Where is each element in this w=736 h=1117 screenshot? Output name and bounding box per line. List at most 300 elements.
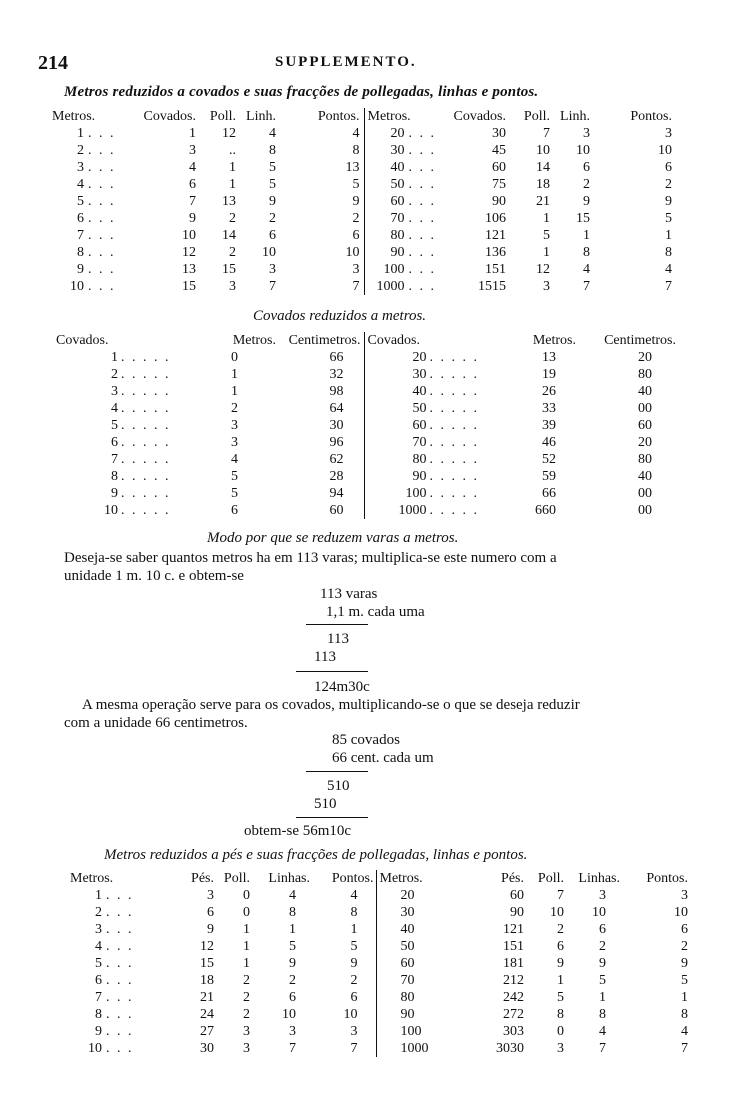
table3-metros [70, 989, 160, 1006]
leader-dots: . . . [88, 143, 116, 158]
leader-dots: . . . [408, 262, 436, 277]
table1-covados-right: 151 [485, 262, 506, 277]
table3-linhas-right: 8 [599, 1007, 606, 1022]
table-row [56, 451, 676, 468]
table2-covados [56, 383, 176, 400]
leader-dots: . . . [88, 160, 116, 175]
calc2-line: 510 [327, 778, 350, 794]
leader-dots: . . . [88, 279, 116, 294]
table2-metros-right: 660 [535, 503, 556, 518]
table3-metros [70, 1023, 160, 1040]
table1-linh-right: 2 [583, 177, 590, 192]
table-row [52, 176, 672, 193]
table1-metros-right [364, 159, 452, 176]
leader-dots: . . . . . [121, 486, 171, 501]
table-row [52, 278, 672, 295]
table3-poll: 2 [243, 990, 250, 1005]
table-row [70, 1006, 688, 1023]
table3-pontos-right: 1 [681, 990, 688, 1005]
table3-pes: 6 [207, 905, 214, 920]
table1-metros [52, 244, 142, 261]
leader-dots: . . . [106, 990, 134, 1005]
table3-linhas: 3 [289, 1024, 296, 1039]
leader-dots: . . . . . [429, 435, 479, 450]
table1-header: Pontos. [317, 109, 360, 124]
table1-covados: 7 [189, 194, 196, 209]
table2-covados-right-value: 50 [412, 401, 427, 416]
table1-metros-right-value: 30 [390, 143, 405, 158]
table1-metros-right-value: 80 [390, 228, 405, 243]
varas-paragraph-line: A mesma operação serve para os covados, multiplicando-se o que se deseja reduzir [82, 697, 580, 713]
table1-poll-right: 1 [543, 211, 550, 226]
table3-pontos: 1 [350, 922, 358, 937]
calc1-line: 113 [327, 631, 349, 647]
table1-covados: 15 [182, 279, 196, 294]
table1-metros-right-value: 100 [383, 262, 405, 277]
table3-linhas: 4 [289, 888, 296, 903]
table3-metros-right: 40 [376, 921, 476, 938]
table3-poll-right: 10 [550, 905, 564, 920]
leader-dots: . . . [106, 922, 134, 937]
table1-header: Linh. [246, 109, 276, 124]
table2-covados-value: 3 [111, 384, 118, 399]
table3-metros [70, 1006, 160, 1023]
running-title: SUPPLEMENTO. [275, 54, 417, 70]
table3-pes-right: 151 [503, 939, 524, 954]
table-row [56, 366, 676, 383]
table1-metros-right [364, 227, 452, 244]
table-row [70, 887, 688, 904]
table1-metros [52, 210, 142, 227]
table2-metros: 5 [231, 486, 238, 501]
table1-metros [52, 227, 142, 244]
table3-metros [70, 955, 160, 972]
calc1-result: 124m30c [314, 679, 370, 695]
leader-dots: . . . [88, 228, 116, 243]
leader-dots: . . . [88, 211, 116, 226]
table3-poll: 2 [243, 973, 250, 988]
table3-metros [70, 938, 160, 955]
table2-centimetros: 66 [329, 350, 344, 365]
table1-pontos: 7 [352, 279, 360, 294]
table3-linhas-right: 4 [599, 1024, 606, 1039]
table2-covados [56, 451, 176, 468]
table2-centimetros-right: 80 [638, 452, 652, 467]
table1-metros [52, 193, 142, 210]
table2-metros-right: 52 [542, 452, 556, 467]
table1-linh-right: 10 [576, 143, 590, 158]
table1-metros-value: 1 [77, 126, 84, 141]
table-row [70, 955, 688, 972]
table2-centimetros-right: 80 [638, 367, 652, 382]
table-row [56, 383, 676, 400]
leader-dots: . . . [408, 228, 436, 243]
table2-covados-right [364, 400, 484, 417]
table3-pes: 15 [200, 956, 214, 971]
table3-pes: 30 [200, 1041, 214, 1056]
table3-pes: 24 [200, 1007, 214, 1022]
calc2-line: 510 [314, 796, 337, 812]
table3-linhas-right: 3 [599, 888, 606, 903]
table1-poll: .. [229, 143, 236, 158]
table1-metros-value: 7 [77, 228, 84, 243]
table1-metros-right [364, 142, 452, 159]
table3-pontos-right: 2 [681, 939, 688, 954]
table3-pontos: 4 [350, 888, 358, 903]
table1-poll-right: 21 [536, 194, 550, 209]
table1-covados: 10 [182, 228, 196, 243]
table1-metros-right [364, 193, 452, 210]
table1-pontos: 8 [352, 143, 360, 158]
table1-covados: 3 [189, 143, 196, 158]
table3-pontos: 6 [350, 990, 358, 1005]
table1-covados: 1 [189, 126, 196, 141]
table3-pontos: 5 [350, 939, 358, 954]
table1-pontos-right: 5 [665, 211, 672, 226]
table1-covados-right: 75 [492, 177, 506, 192]
table3-pontos: 3 [350, 1024, 358, 1039]
table3-metros [70, 921, 160, 938]
table1-pontos: 6 [352, 228, 360, 243]
table3-pes-right: 90 [510, 905, 524, 920]
table2-covados-right-value: 40 [412, 384, 427, 399]
leader-dots: . . . . . [429, 469, 479, 484]
table3-linhas: 8 [289, 905, 296, 920]
leader-dots: . . . [106, 1024, 134, 1039]
table1-poll-right: 1 [543, 245, 550, 260]
table3-poll: 2 [243, 1007, 250, 1022]
leader-dots: . . . . . [429, 401, 479, 416]
table-row [52, 261, 672, 278]
table2-covados-right [364, 451, 484, 468]
table3-pontos-right: 3 [681, 888, 688, 903]
table1-pontos: 3 [352, 262, 360, 277]
table3-metros-right: 60 [376, 955, 476, 972]
table2-covados-right-value: 100 [405, 486, 427, 501]
table1-linh: 9 [269, 194, 276, 209]
table1-poll-right: 5 [543, 228, 550, 243]
table2-covados-value: 1 [111, 350, 118, 365]
table1-metros-value: 4 [77, 177, 84, 192]
table1-linh-right: 9 [583, 194, 590, 209]
table3-metros [70, 972, 160, 989]
table1-metros-right-value: 90 [390, 245, 405, 260]
table-row [52, 159, 672, 176]
table2-centimetros: 28 [329, 469, 344, 484]
table2-centimetros: 64 [329, 401, 344, 416]
table2-header: Covados. [56, 333, 109, 348]
table3-header: Metros. [70, 871, 114, 886]
table3-metros-right: 20 [376, 887, 476, 904]
table3-metros-value: 10 [88, 1041, 102, 1056]
calc1-line: 113 [314, 649, 336, 665]
table1-linh: 7 [269, 279, 276, 294]
table2-covados-right [364, 417, 484, 434]
table3-header: Pés. [501, 871, 524, 886]
table-row [70, 938, 688, 955]
table-row [70, 989, 688, 1006]
table1-linh-right: 7 [583, 279, 590, 294]
table1-pontos-right: 9 [665, 194, 672, 209]
table1-metros-value: 2 [77, 143, 84, 158]
table1-linh-right: 8 [583, 245, 590, 260]
table3-pes-right: 272 [503, 1007, 524, 1022]
table1-metros-value: 5 [77, 194, 84, 209]
table1-pontos-right: 8 [665, 245, 672, 260]
table2-covados-right [364, 366, 484, 383]
calc2-rule [306, 771, 368, 772]
calc1-line: 113 varas [320, 586, 378, 602]
table1-covados-right: 30 [492, 126, 506, 141]
table2-centimetros-right: 60 [638, 418, 652, 433]
table1-metros [52, 261, 142, 278]
table-row [56, 434, 676, 451]
leader-dots: . . . [408, 279, 436, 294]
table1-poll-right: 18 [536, 177, 550, 192]
calc2-rule [296, 817, 368, 818]
table1-covados-right: 60 [492, 160, 506, 175]
table1-pontos: 13 [345, 160, 360, 175]
table-row [70, 904, 688, 921]
table1-metros [52, 125, 142, 142]
table2-centimetros-right: 20 [638, 435, 652, 450]
table2-centimetros: 62 [329, 452, 344, 467]
leader-dots: . . . . . [121, 384, 171, 399]
leader-dots: . . . [88, 126, 116, 141]
table1-linh-right: 1 [583, 228, 590, 243]
table1-poll-right: 12 [536, 262, 550, 277]
table3-pontos: 2 [350, 973, 358, 988]
page-number: 214 [38, 52, 68, 74]
table1-poll: 12 [222, 126, 236, 141]
table1-metros-value: 8 [77, 245, 84, 260]
table-row [56, 417, 676, 434]
table3-poll: 1 [243, 956, 250, 971]
table2-centimetros-right: 20 [638, 350, 652, 365]
table3-pes-right: 121 [503, 922, 524, 937]
table-row [52, 244, 672, 261]
table3-title: Metros reduzidos a pés e suas fracções de pollegadas, linhas e pontos. [104, 847, 528, 863]
table2-covados-value: 10 [104, 503, 118, 518]
table-row [70, 1023, 688, 1040]
table1-header: Covados. [143, 109, 196, 124]
table3-poll-right: 3 [557, 1041, 564, 1056]
table3-poll: 1 [243, 939, 250, 954]
table2-metros-right: 59 [542, 469, 556, 484]
leader-dots: . . . . . [121, 367, 171, 382]
table2-covados [56, 502, 176, 519]
table3-linhas: 1 [289, 922, 296, 937]
leader-dots: . . . . . [429, 503, 479, 518]
table3-poll-right: 7 [557, 888, 564, 903]
table3-linhas-right: 6 [599, 922, 606, 937]
table2-covados [56, 485, 176, 502]
table2-covados-right [364, 502, 484, 519]
table3-metros-right: 80 [376, 989, 476, 1006]
table-row [56, 468, 676, 485]
table2-covados-value: 8 [111, 469, 118, 484]
leader-dots: . . . . . [121, 418, 171, 433]
table1-linh: 5 [269, 160, 276, 175]
table2-centimetros: 94 [329, 486, 344, 501]
table1-metros-value: 6 [77, 211, 84, 226]
table3-poll-right: 1 [557, 973, 564, 988]
table1-poll-right: 7 [543, 126, 550, 141]
leader-dots: . . . . . [121, 350, 171, 365]
table2-metros: 5 [231, 469, 238, 484]
leader-dots: . . . [106, 973, 134, 988]
table3-pontos-right: 5 [681, 973, 688, 988]
table2-centimetros: 30 [329, 418, 344, 433]
leader-dots: . . . [106, 1007, 134, 1022]
table1-poll-right: 3 [543, 279, 550, 294]
table3-metros-value: 8 [95, 1007, 102, 1022]
table2-centimetros-right: 00 [638, 486, 652, 501]
varas-paragraph-line: unidade 1 m. 10 c. e obtem-se [64, 568, 244, 584]
table2-centimetros-right: 40 [638, 384, 652, 399]
table2-centimetros-right: 00 [638, 401, 652, 416]
table2-covados-right-value: 60 [412, 418, 427, 433]
table1-metros-right-value: 50 [390, 177, 405, 192]
leader-dots: . . . [408, 160, 436, 175]
table1-linh: 6 [269, 228, 276, 243]
table1-covados-right: 45 [492, 143, 506, 158]
table3-pes: 3 [207, 888, 214, 903]
table1-header: Linh. [560, 109, 590, 124]
varas-paragraph-line: com a unidade 66 centimetros. [64, 715, 248, 731]
table2-metros: 3 [231, 418, 238, 433]
table2-metros-right: 19 [542, 367, 556, 382]
leader-dots: . . . [408, 177, 436, 192]
table2-centimetros: 96 [329, 435, 344, 450]
table1-metros [52, 159, 142, 176]
table1-poll: 14 [222, 228, 236, 243]
table1-header: Poll. [523, 109, 550, 124]
table3-header: Poll. [223, 871, 250, 886]
table3-poll-right: 8 [557, 1007, 564, 1022]
leader-dots: . . . . . [121, 503, 171, 518]
table1-title: Metros reduzidos a covados e suas fracções de pollegadas, linhas e pontos. [64, 84, 539, 100]
table1-covados-right: 106 [485, 211, 506, 226]
table2-covados-value: 7 [111, 452, 118, 467]
table2-covados-right-value: 70 [412, 435, 427, 450]
table1-linh-right: 6 [583, 160, 590, 175]
table3-header-row [70, 870, 688, 887]
table1-header: Metros. [52, 109, 96, 124]
table1-linh-right: 15 [576, 211, 590, 226]
table2-covados-value: 9 [111, 486, 118, 501]
table1-metros-right [364, 210, 452, 227]
table2 [56, 332, 676, 519]
table3-metros-right: 100 [376, 1023, 476, 1040]
table1-poll: 3 [229, 279, 236, 294]
leader-dots: . . . . . [121, 435, 171, 450]
table-row [70, 1040, 688, 1057]
table2-metros: 6 [231, 503, 238, 518]
table1-linh: 2 [269, 211, 276, 226]
table1-metros-right-value: 60 [390, 194, 405, 209]
table3-metros [70, 887, 160, 904]
table1-pontos-right: 3 [665, 126, 672, 141]
table3-pes-right: 60 [510, 888, 524, 903]
table2-centimetros-right: 40 [638, 469, 652, 484]
table1-linh: 3 [269, 262, 276, 277]
table2-title: Covados reduzidos a metros. [253, 308, 427, 324]
table1-poll: 1 [229, 160, 236, 175]
table1-covados-right: 1515 [478, 279, 506, 294]
table1-poll: 15 [222, 262, 236, 277]
table3-metros-value: 1 [95, 888, 102, 903]
table3-header: Pontos. [646, 871, 688, 886]
table2-covados [56, 349, 176, 366]
table3-linhas-right: 9 [599, 956, 606, 971]
table1-metros-value: 9 [77, 262, 84, 277]
leader-dots: . . . [106, 939, 134, 954]
table1-metros [52, 176, 142, 193]
table2-metros: 1 [231, 384, 238, 399]
table2-covados-right [364, 349, 484, 366]
table1-covados-right: 90 [492, 194, 506, 209]
leader-dots: . . . . . [121, 401, 171, 416]
table2-metros-right: 66 [542, 486, 556, 501]
table3-metros-right: 50 [376, 938, 476, 955]
table2-centimetros: 60 [329, 503, 344, 518]
table3-header: Pontos. [331, 871, 374, 886]
table3-poll: 3 [243, 1024, 250, 1039]
table2-covados-right [364, 434, 484, 451]
table1-covados: 12 [182, 245, 196, 260]
table1-poll: 2 [229, 211, 236, 226]
leader-dots: . . . [408, 245, 436, 260]
table3-poll: 0 [243, 888, 250, 903]
table3-metros [70, 904, 160, 921]
table1-covados-right: 121 [485, 228, 506, 243]
table1-metros-right [364, 176, 452, 193]
table1-poll: 2 [229, 245, 236, 260]
table-row [52, 227, 672, 244]
table1-covados: 13 [182, 262, 196, 277]
table-row [52, 142, 672, 159]
leader-dots: . . . . . [429, 350, 479, 365]
leader-dots: . . . [408, 143, 436, 158]
table1-pontos-right: 4 [665, 262, 672, 277]
table2-covados-value: 5 [111, 418, 118, 433]
table2-covados [56, 468, 176, 485]
table1-pontos-right: 7 [665, 279, 672, 294]
leader-dots: . . . [106, 1041, 134, 1056]
table3-pes-right: 181 [503, 956, 524, 971]
table2-covados-right-value: 80 [412, 452, 427, 467]
table1-pontos: 10 [345, 245, 360, 260]
table1-header: Pontos. [630, 109, 672, 124]
table1-poll: 1 [229, 177, 236, 192]
table3-pontos-right: 8 [681, 1007, 688, 1022]
table3-metros-value: 3 [95, 922, 102, 937]
table3-metros-value: 9 [95, 1024, 102, 1039]
table-row [56, 400, 676, 417]
table3-metros-right: 30 [376, 904, 476, 921]
table1-pontos-right: 10 [658, 143, 672, 158]
leader-dots: . . . [408, 194, 436, 209]
table3-linhas: 6 [289, 990, 296, 1005]
table3-linhas-right: 1 [599, 990, 606, 1005]
table1-header-row [52, 108, 672, 125]
table3-pontos-right: 6 [681, 922, 688, 937]
varas-title: Modo por que se reduzem varas a metros. [207, 530, 459, 546]
table3-pontos: 9 [350, 956, 358, 971]
leader-dots: . . . . . [429, 452, 479, 467]
table3-poll-right: 0 [557, 1024, 564, 1039]
